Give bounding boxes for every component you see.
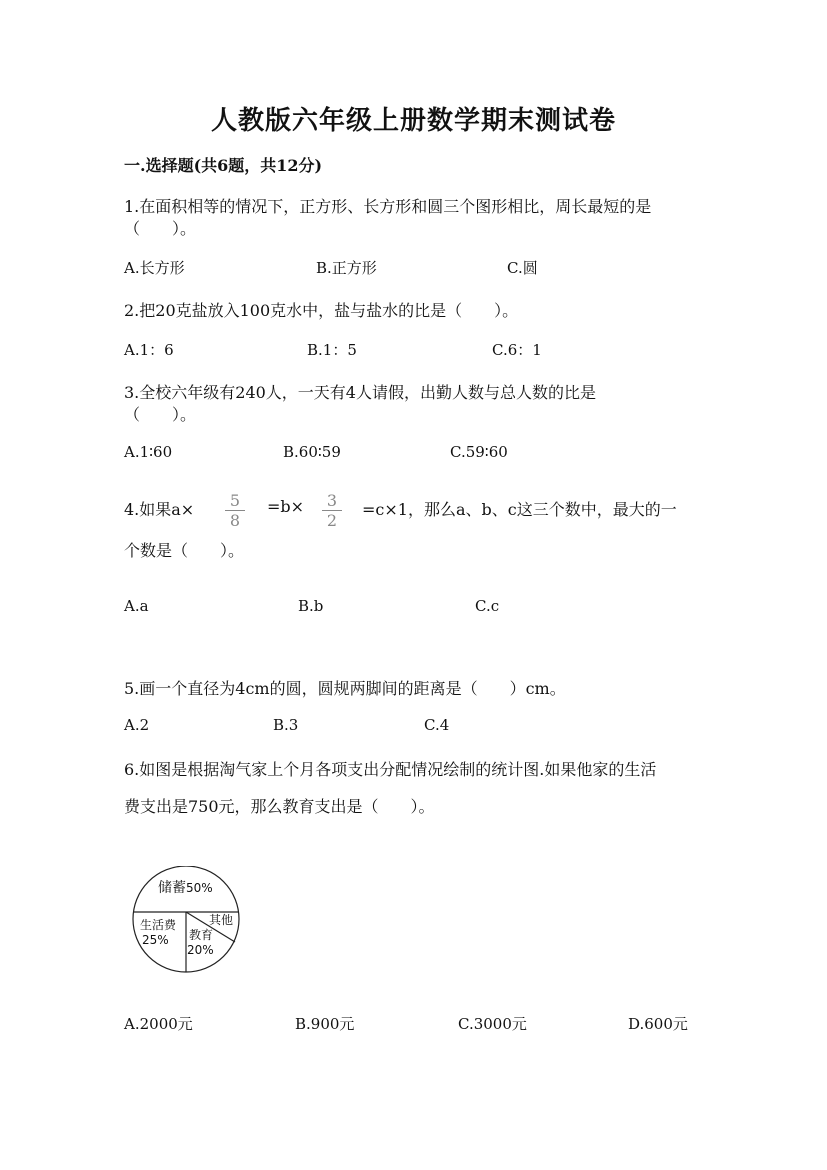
question-5-option-b[interactable]: B.3 — [273, 716, 299, 734]
question-4-option-b[interactable]: B.b — [298, 597, 324, 615]
question-2-text: 2.把20克盐放入100克水中，盐与盐水的比是（ ）。 — [124, 301, 519, 320]
expense-pie-chart — [127, 866, 247, 974]
slice-pct-living: 25% — [142, 933, 169, 947]
question-1-option-a[interactable]: A.长方形 — [124, 259, 185, 277]
question-5-option-a[interactable]: A.2 — [124, 716, 150, 734]
question-4-text-cont: 个数是（ ）。 — [124, 541, 245, 560]
fraction-numerator: 3 — [326, 491, 338, 510]
question-2-option-c[interactable]: C.6：1 — [492, 341, 542, 359]
question-1-option-c[interactable]: C.圆 — [507, 259, 538, 277]
fraction-numerator: 5 — [229, 491, 241, 510]
question-6-text: 6.如图是根据淘气家上个月各项支出分配情况绘制的统计图.如果他家的生活 — [124, 760, 657, 779]
slice-pct-education: 20% — [187, 943, 214, 957]
question-2-option-b[interactable]: B.1：5 — [307, 341, 357, 359]
fraction-denominator: 8 — [229, 511, 241, 530]
question-4-option-a[interactable]: A.a — [124, 597, 149, 615]
question-4-option-c[interactable]: C.c — [475, 597, 500, 615]
fraction-five-eighths — [225, 492, 245, 529]
page-title: 人教版六年级上册数学期末测试卷 — [210, 106, 616, 136]
slice-label-other: 其他 — [209, 913, 234, 927]
question-1-option-b[interactable]: B.正方形 — [316, 259, 377, 277]
question-1-text: 1.在面积相等的情况下，正方形、长方形和圆三个图形相比，周长最短的是 — [124, 197, 652, 216]
question-4-text-part2: =b× — [267, 497, 305, 516]
question-5-text: 5.画一个直径为4cm的圆，圆规两脚间的距离是（ ）cm。 — [124, 679, 566, 698]
question-6-option-d[interactable]: D.600元 — [628, 1015, 688, 1033]
question-1-text-cont: （ ）。 — [124, 219, 197, 238]
question-3-text-cont: （ ）。 — [124, 405, 197, 424]
question-4-text-part3: =c×1，那么a、b、c这三个数中，最大的一 — [362, 500, 677, 519]
question-3-text: 3.全校六年级有240人，一天有4人请假，出勤人数与总人数的比是 — [124, 383, 596, 402]
question-4-text-part1: 4.如果a× — [124, 500, 195, 519]
question-3-option-c[interactable]: C.59∶60 — [450, 443, 508, 461]
fraction-denominator: 2 — [326, 511, 338, 530]
question-3-option-a[interactable]: A.1∶60 — [124, 443, 173, 461]
question-3-option-b[interactable]: B.60∶59 — [283, 443, 341, 461]
question-6-text-cont: 费支出是750元，那么教育支出是（ ）。 — [124, 797, 435, 816]
slice-label-savings: 储蓄50% — [158, 880, 213, 896]
slice-label-education: 教育 — [189, 928, 214, 942]
question-6-option-c[interactable]: C.3000元 — [458, 1015, 527, 1033]
question-5-option-c[interactable]: C.4 — [424, 716, 450, 734]
question-6-option-a[interactable]: A.2000元 — [124, 1015, 193, 1033]
question-6-option-b[interactable]: B.900元 — [295, 1015, 355, 1033]
fraction-three-halves — [322, 492, 342, 529]
section-heading: 一.选择题(共6题，共12分) — [124, 156, 323, 175]
question-2-option-a[interactable]: A.1：6 — [124, 341, 174, 359]
slice-label-living: 生活费 — [140, 918, 177, 932]
